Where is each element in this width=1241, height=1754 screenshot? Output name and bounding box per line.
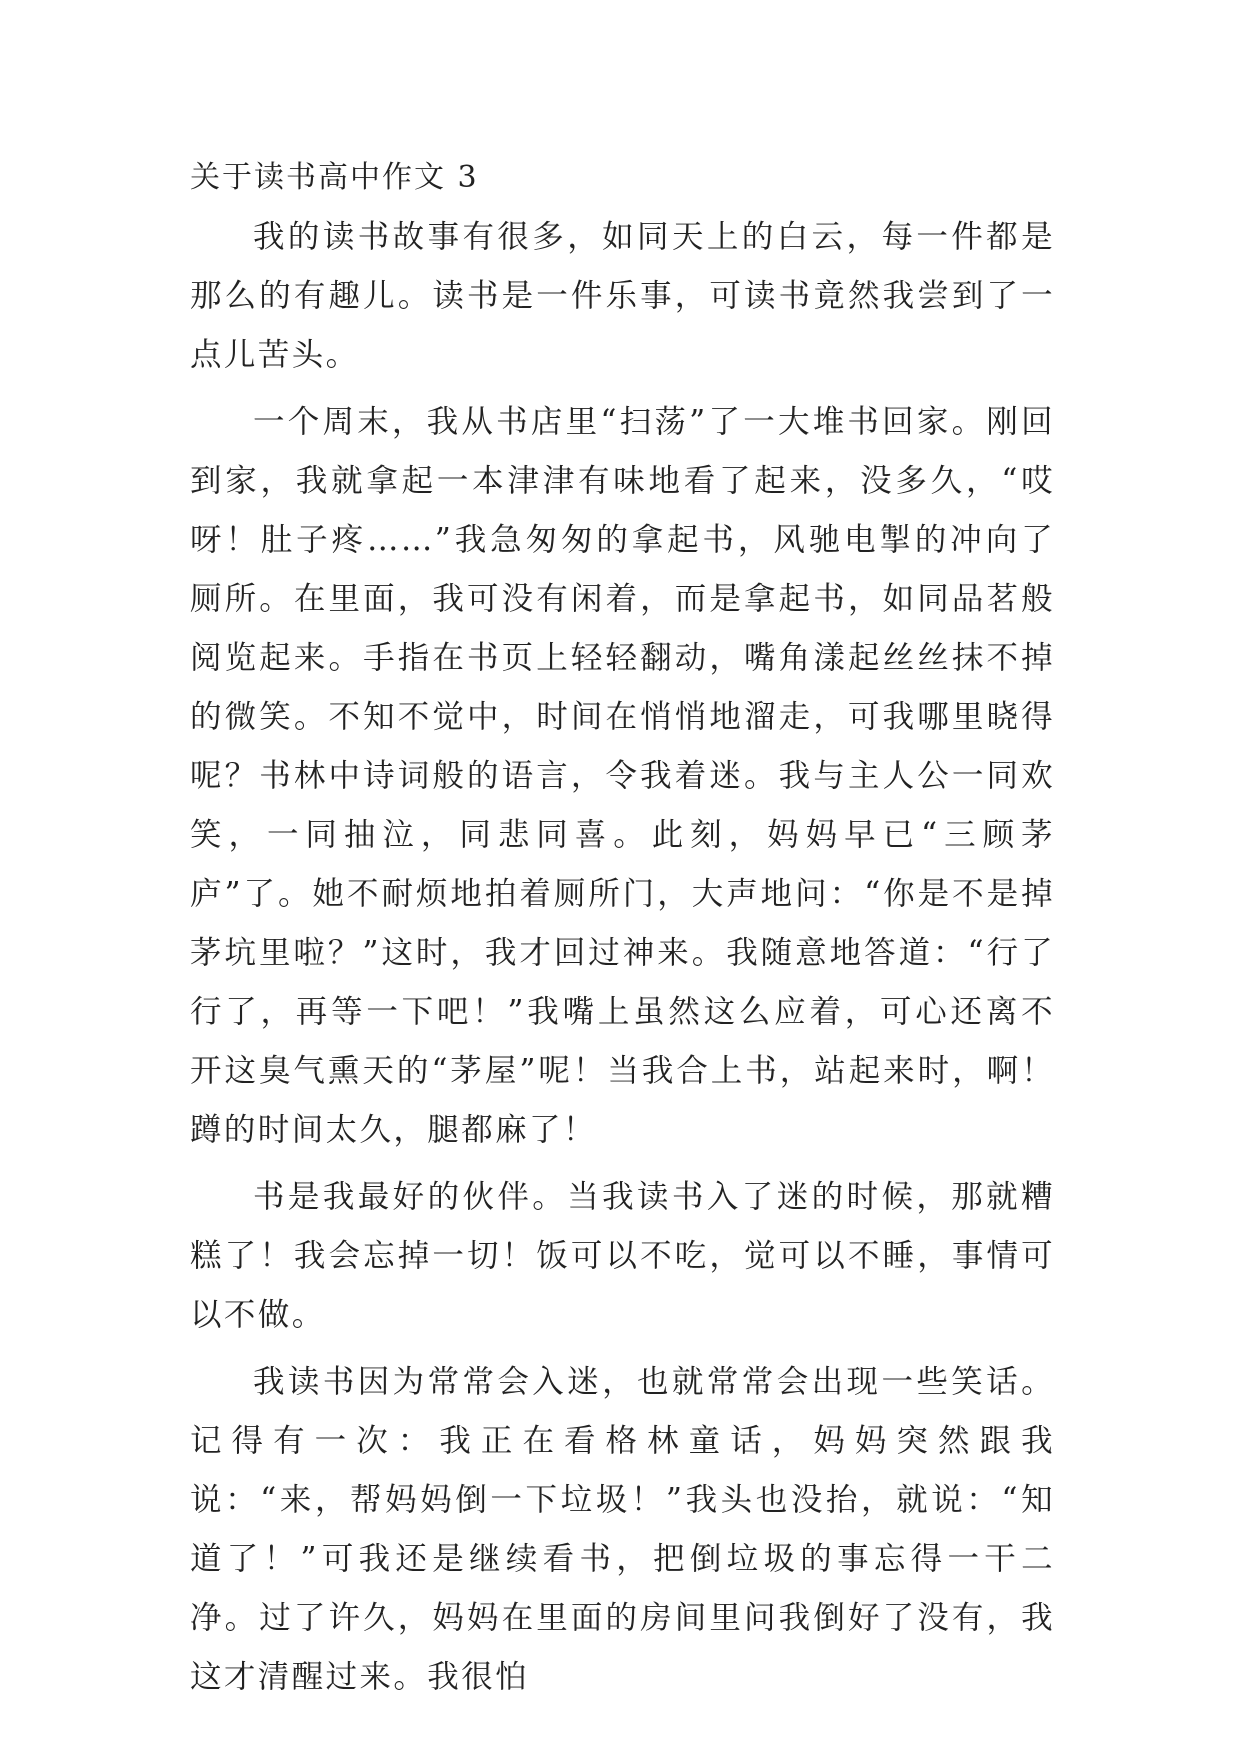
paragraph-3: 书是我最好的伙伴。当我读书入了迷的时候，那就糟糕了！我会忘掉一切！饭可以不吃，觉可以不睡，事情可以不做。 (190, 1179, 1055, 1333)
document-body (190, 158, 1055, 1715)
document-title: 关于读书高中作文 3 (190, 160, 479, 195)
paragraph-1: 我的读书故事有很多，如同天上的白云，每一件都是那么的有趣儿。读书是一件乐事，可读书竟然我尝到了一点儿苦头。 (190, 219, 1055, 373)
paragraph-4: 我读书因为常常会入迷，也就常常会出现一些笑话。记得有一次：我正在看格林童话，妈妈突然跟我说：“来，帮妈妈倒一下垃圾！”我头也没抬，就说：“知道了！”可我还是继续看书，把倒垃圾的事忘得一干二净。过了许久，妈妈在里面的房间里问我倒好了没有，我这才清醒过来。我很怕 (190, 1364, 1055, 1695)
paragraph-2: 一个周末，我从书店里“扫荡”了一大堆书回家。刚回到家，我就拿起一本津津有味地看了起来，没多久，“哎呀！肚子疼……”我急匆匆的拿起书，风驰电掣的冲向了厕所。在里面，我可没有闲着，而是拿起书，如同品茗般阅览起来。手指在书页上轻轻翻动，嘴角漾起丝丝抹不掉的微笑。不知不觉中，时间在悄悄地溜走，可我哪里晓得呢？书林中诗词般的语言，令我着迷。我与主人公一同欢笑，一同抽泣，同悲同喜。此刻，妈妈早已“三顾茅庐”了。她不耐烦地拍着厕所门，大声地问：“你是不是掉茅坑里啦？”这时，我才回过神来。我随意地答道：“行了行了，再等一下吧！”我嘴上虽然这么应着，可心还离不开这臭气熏天的“茅屋”呢！当我合上书，站起来时，啊！蹲的时间太久，腿都麻了！ (190, 404, 1055, 1148)
